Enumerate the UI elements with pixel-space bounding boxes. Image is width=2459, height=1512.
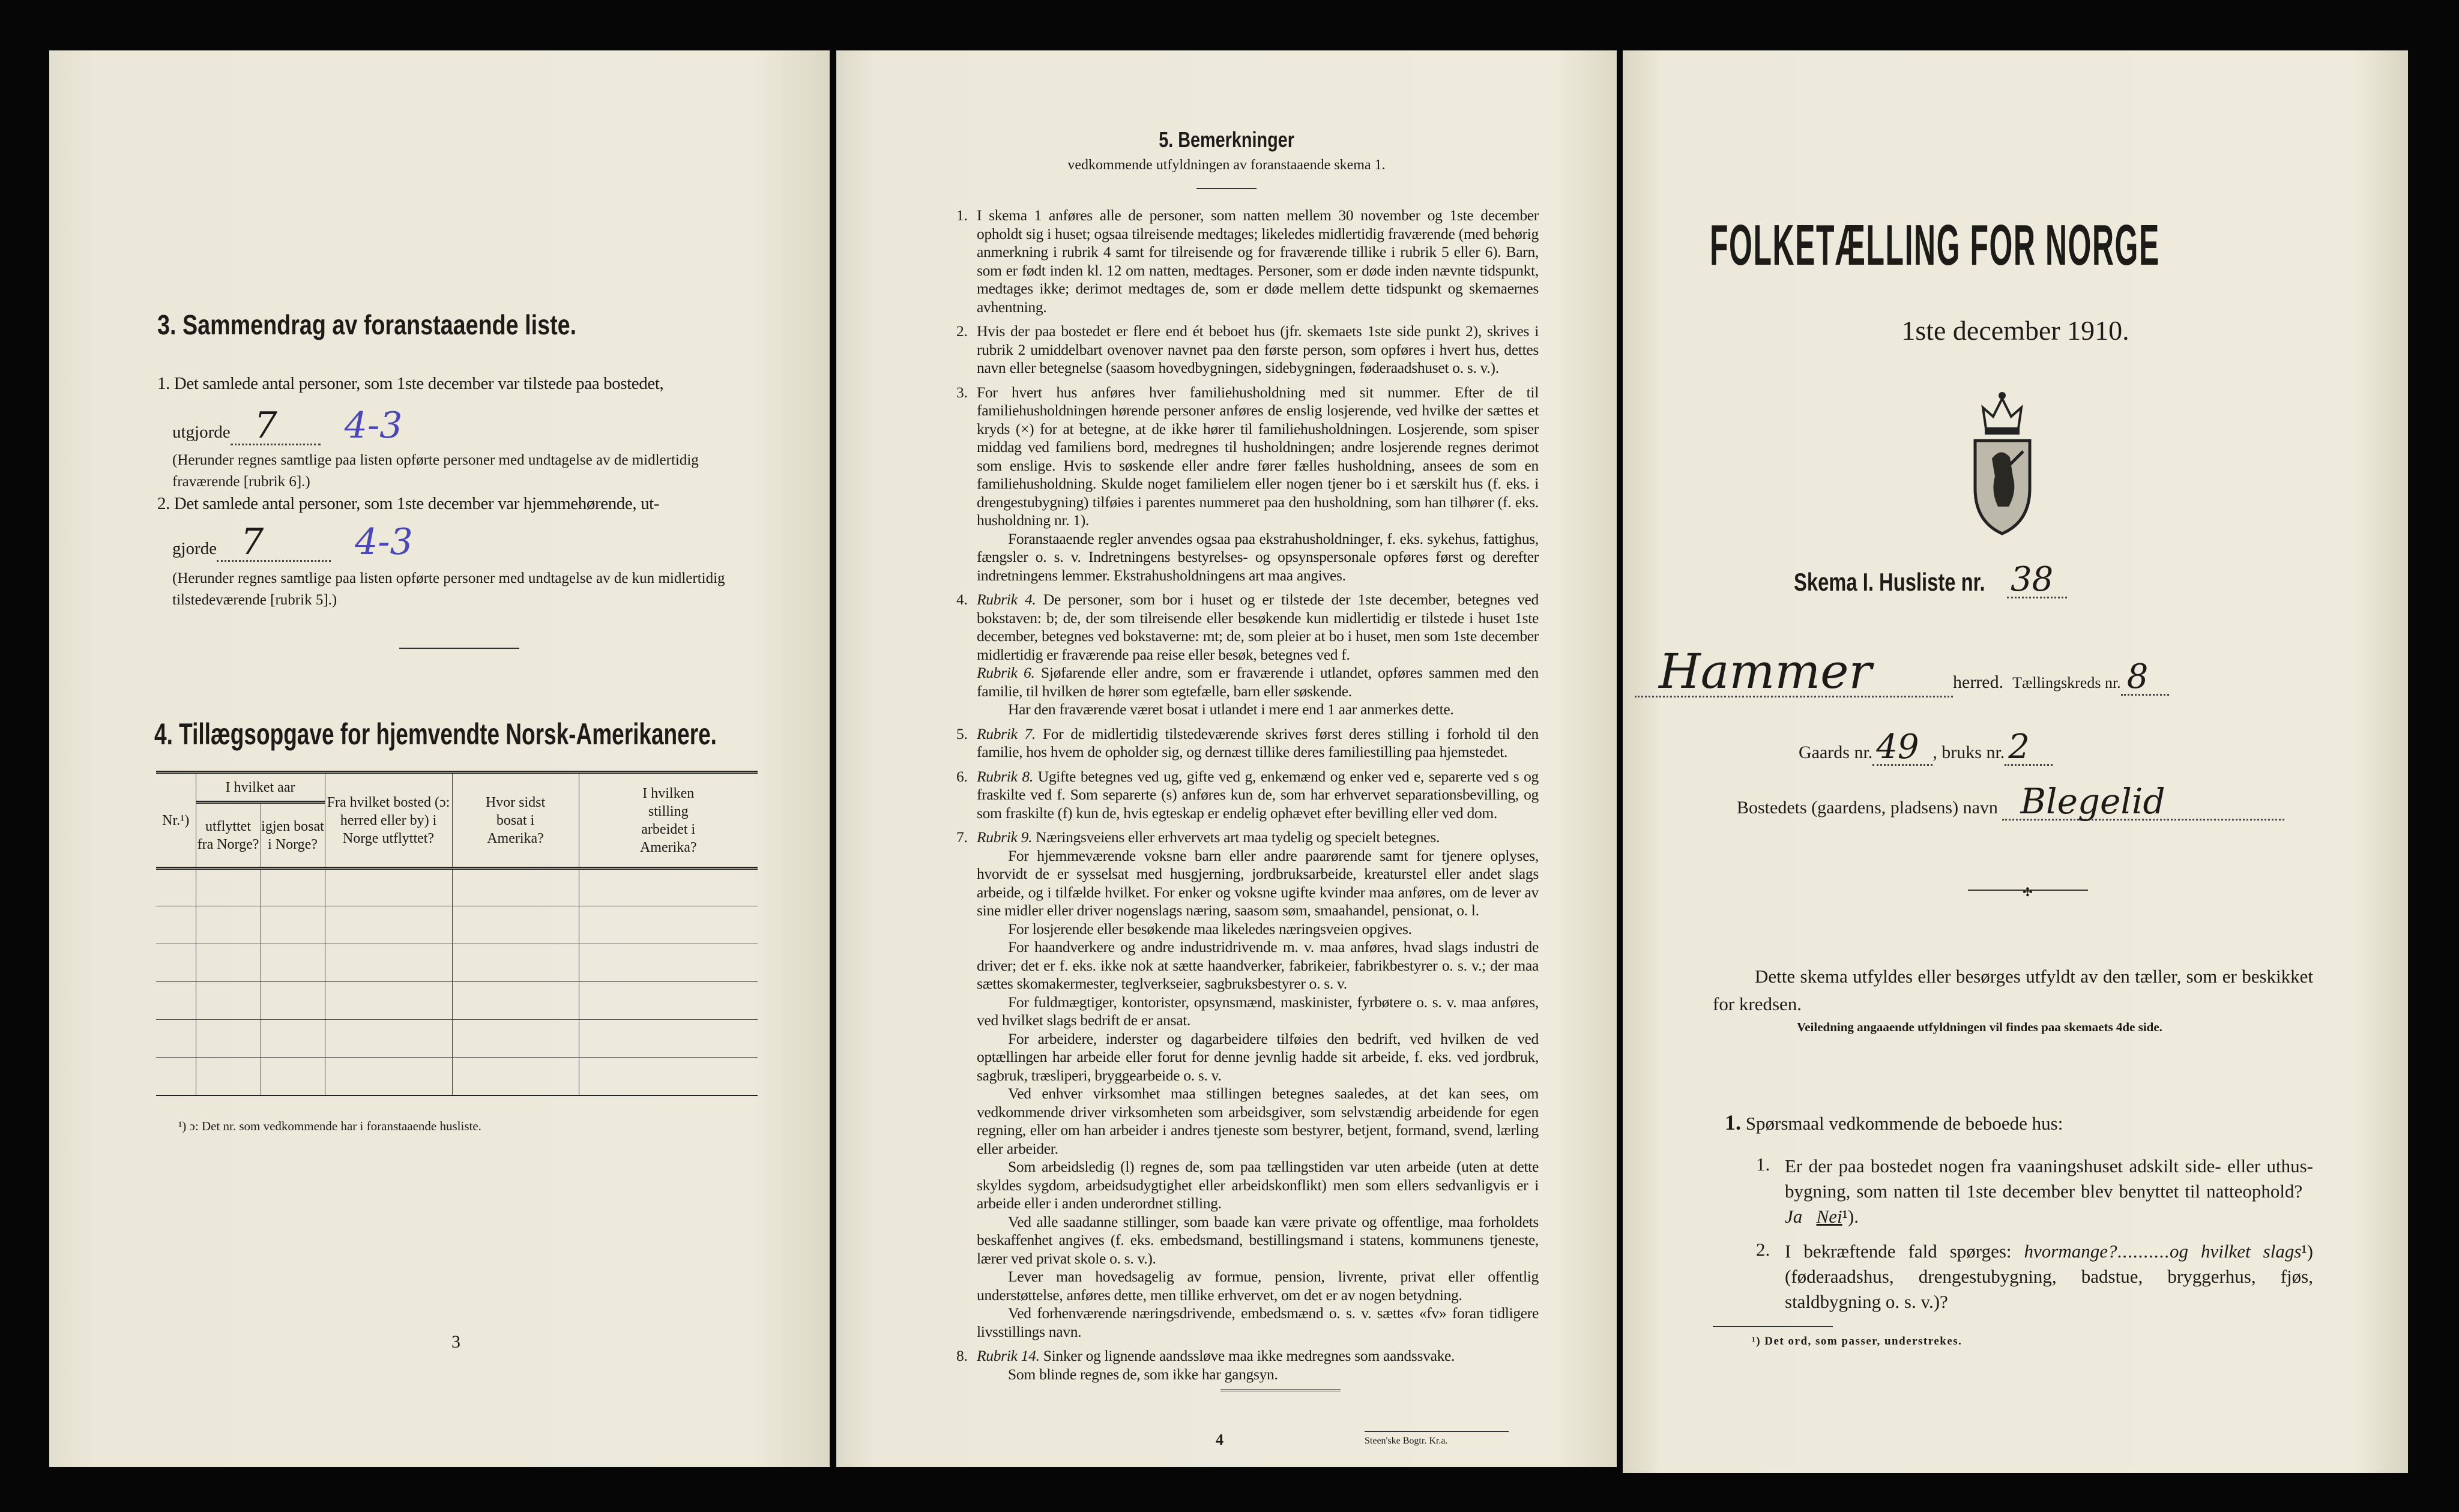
- rubrik-label: Rubrik 14.: [977, 1347, 1040, 1364]
- bosted-value[interactable]: Blegelid: [2002, 784, 2284, 821]
- table-cell[interactable]: [156, 982, 196, 1020]
- remark-text: Ugifte betegnes ved ug, gifte ved g, enkemænd og enker ved e, separerte ved s og fraskilte ved f. Som separerte (s) anføres kun de, som har erhvervet separationsbevilling, og som fraskilte (f) kun de, hvis egteskap er endelig ophævet efter bevilling eller ved dom.: [977, 767, 1539, 822]
- table-cell[interactable]: [196, 869, 261, 906]
- remark-paragraph: [977, 1158, 1539, 1213]
- census-date: 1ste december 1910.: [1901, 315, 2129, 346]
- remark-paragraph: [977, 847, 1539, 920]
- norway-coat-of-arms-icon: [1968, 387, 2037, 537]
- gaards-nr-value[interactable]: 49: [1872, 730, 1933, 766]
- remark-number: 4.: [956, 591, 968, 608]
- table-cell[interactable]: [579, 1020, 758, 1058]
- husliste-nr-value[interactable]: 38: [2007, 563, 2067, 598]
- table-cell[interactable]: [196, 906, 261, 944]
- q2-note: (Herunder regnes samtlige paa listen opførte personer med undtagelse av de kun midlertidig tilstedeværende [rubrik 5].): [172, 570, 725, 608]
- table-cell[interactable]: [325, 906, 452, 944]
- q2-answer-line: [172, 520, 413, 565]
- bruks-label: , bruks nr.: [1933, 742, 2005, 762]
- q1-number: 1.: [1756, 1154, 1770, 1175]
- census-title: [1710, 212, 2408, 279]
- table-cell[interactable]: [579, 869, 758, 906]
- page-number: 4: [1216, 1431, 1223, 1448]
- table-cell[interactable]: [325, 1058, 452, 1095]
- remark-text: For fuldmægtiger, kontorister, opsynsmænd, maskinister, fyrbøtere o. s. v. maa anføres, ved hvilket slags bedrift de er ansat.: [977, 993, 1539, 1029]
- q2-label-text: gjorde: [172, 539, 217, 558]
- divider: [1713, 1326, 1833, 1327]
- herred-kreds-line: [1635, 643, 2169, 705]
- remark-text: Næringsveiens eller erhvervets art maa tydelig og specielt betegnes.: [1036, 828, 1440, 846]
- q2-number: 2.: [1756, 1239, 1770, 1260]
- remark-paragraph: [977, 700, 1539, 719]
- remark-text: Hvis der paa bostedet er flere end ét beboet hus (jfr. skemaets 1ste side punkt 2), skrives i rubrik 2 umiddelbart ovenover navnet paa den første person, som opføres i hvert hus, dettes navn eller betegnelse (saasom hovedbygningen, sidebygningen, føderaadshuset o. s. v.).: [977, 322, 1539, 376]
- table-row: [156, 1058, 758, 1095]
- table-row: [156, 906, 758, 944]
- question-heading-text: Spørsmaal vedkommende de beboede hus:: [1745, 1113, 2063, 1134]
- remark-text: Har den fraværende været bosat i utlandet i mere end 1 aar anmerkes dette.: [1008, 700, 1454, 718]
- remark-number: 6.: [956, 767, 968, 785]
- question-heading-num: 1.: [1725, 1110, 1741, 1134]
- remark-number: 5.: [956, 724, 968, 742]
- table-cell[interactable]: [196, 982, 261, 1020]
- remark-item: [956, 828, 1539, 1341]
- section-3-title-text: 3. Sammendrag av foranstaaende liste.: [157, 309, 577, 340]
- gaards-bruks-line: [1799, 729, 2053, 777]
- table-cell[interactable]: [579, 906, 758, 944]
- remark-paragraph: [977, 768, 1539, 823]
- table-cell[interactable]: [579, 1058, 758, 1095]
- bemerkninger-subtitle: vedkommende utfyldningen av foranstaaende skema 1.: [1067, 157, 1386, 173]
- table-cell[interactable]: [261, 1058, 325, 1095]
- table-row: [156, 944, 758, 982]
- q2-lead: I bekræftende fald spørges:: [1785, 1241, 2012, 1262]
- remark-paragraph: [977, 1268, 1539, 1304]
- remark-text: Sjøfarende eller andre, som er fraværende i utlandet, opføres sammen med den familie, til hvilken de hører som egtefælle, barn eller søskende.: [977, 664, 1539, 700]
- q2-value-ink[interactable]: 7: [217, 524, 331, 562]
- footnote: ¹) Det ord, som passer, understrekes.: [1752, 1335, 1963, 1348]
- col-igjen-bosat: igjen bosat i Norge?: [261, 803, 325, 869]
- table-cell[interactable]: [261, 1020, 325, 1058]
- remark-text: I skema 1 anføres alle de personer, som natten mellem 30 november og 1ste december opholdt sig i huset; ogsaa tilreisende medtages; likeledes midlertidig fraværende (med behørig anmerkning i rubrik 4 samt for tilreisende og for fraværende tillike i rubrik 5 eller 6). Barn, som er født inden kl. 12 om natten, medtages. Personer, som er døde inden nævnte tidspunkt, medtages ikke; derimot medtages de, som er døde mellem dette tidspunkt og skemaernes avhentning.: [977, 206, 1539, 316]
- remark-paragraph: [977, 1213, 1539, 1268]
- q1-value-ink[interactable]: 7: [231, 408, 321, 445]
- remark-number: 7.: [956, 828, 968, 846]
- table-footnote: ¹) ɔ: Det nr. som vedkommende har i foranstaaende husliste.: [178, 1119, 481, 1133]
- norsk-amerikanere-table: [156, 771, 758, 1096]
- remark-text: Ved forhenværende næringsdrivende, embedsmænd o. s. v. sættes «fv» foran tidligere livsstillings navn.: [977, 1304, 1539, 1340]
- table-cell[interactable]: [196, 1020, 261, 1058]
- table-cell[interactable]: [261, 869, 325, 906]
- bemerkninger-title: [836, 127, 1617, 152]
- remark-paragraph: [977, 206, 1539, 316]
- table-cell[interactable]: [156, 869, 196, 906]
- remark-paragraph: [977, 322, 1539, 378]
- remark-text: For hjemmeværende voksne barn eller andre paarørende samt for tjenere oplyses, hvorvidt de er sysselsat med husgjerning, jordbruksarbeide, kreaturstel eller andet slags arbeide, og i tilfælde hvilket. For enker og voksne ugifte kvinder maa anføres, om de lever av sine midler eller driver nogenslags næring, saasom søm, smaahandel, pensionat, o. l.: [977, 846, 1539, 919]
- q1-question: Er der paa bostedet nogen fra vaaningshuset adskilt side- eller uthus-bygning, som natten til 1ste december blev benyttet til natteophold?: [1785, 1155, 2313, 1202]
- table-cell[interactable]: [261, 982, 325, 1020]
- skema-label: Skema I. Husliste nr.: [1794, 568, 1985, 596]
- question-heading: [1725, 1110, 2063, 1135]
- table-row: [156, 869, 758, 906]
- remark-number: 2.: [956, 322, 968, 340]
- rubrik-label: Rubrik 7.: [977, 724, 1036, 742]
- table-cell[interactable]: [452, 944, 579, 982]
- bosted-line: [1737, 781, 2284, 832]
- page-number: 3: [451, 1332, 460, 1352]
- remark-text: Foranstaaende regler anvendes ogsaa paa ekstrahusholdninger, f. eks. sykehus, fattighus, fængsler o. s. v. Indretningens bestyrelses- og opsynspersonale opføres først og derefter indretningens lemmer. Ekstrahusholdningens art maa angives.: [977, 529, 1539, 584]
- table-cell[interactable]: [452, 1020, 579, 1058]
- q2-text: 2. Det samlede antal personer, som 1ste december var hjemmehørende, ut-: [157, 494, 660, 513]
- remark-paragraph: [977, 530, 1539, 585]
- remark-text: For hvert hus anføres hver familiehusholdning med sit nummer. Efter de til familiehusholdningen hørende personer anføres de enslig losjerende, ved hvilke der sættes et kryds (×) for at betegne, at de ikke hører til familiehusholdningen. Losjerende, som spiser middag ved familiens bord, medregnes til husholdningen; andre losjerende regnes derimot som enslige. Hvis to søskende eller andre fører fælles husholdning, ansees de som en familiehusholdning. Skulde noget familielem eller nogen tjener bo i et særskilt hus (f. eks. i drengestubygning) tilføies i parentes nummeret paa den husholdning, som han tilhører (f. eks. husholdning nr. 1).: [977, 383, 1539, 529]
- section-4-title: [154, 717, 830, 751]
- q1-note: (Herunder regnes samtlige paa listen opførte personer med undtagelse av de midlertidig fraværende [rubrik 6].): [172, 452, 699, 490]
- table-cell[interactable]: [156, 1020, 196, 1058]
- table-cell[interactable]: [325, 869, 452, 906]
- section-3-title: [157, 309, 668, 341]
- q1-ja-option[interactable]: Ja: [1785, 1206, 1803, 1227]
- rubrik-label: Rubrik 6.: [977, 664, 1035, 681]
- remark-text: Sinker og lignende aandssløve maa ikke medregnes som aandssvake.: [1043, 1347, 1455, 1364]
- remark-number: 8.: [956, 1347, 968, 1364]
- census-title-text: FOLKETÆLLING FOR NORGE: [1710, 213, 2160, 277]
- col-stilling: I hvilken stilling arbeidet i Amerika?: [639, 785, 697, 855]
- q1-nei-option[interactable]: Nei: [1816, 1206, 1842, 1227]
- col-nr: Nr.¹): [156, 773, 196, 869]
- remark-item: [956, 1347, 1539, 1384]
- table-cell[interactable]: [196, 944, 261, 982]
- bosted-label: Bostedets (gaardens, pladsens) navn: [1737, 798, 1998, 818]
- remark-text: Ved alle saadanne stillinger, som baade kan være private og offentlige, maa forholdets beskaffenhet angives (f. eks. embedsmand, bestillingsmand i statens, kommunens tjeneste, lærer ved privat skole o. s. v.).: [977, 1212, 1539, 1267]
- remark-text: Ved enhver virksomhet maa stillingen betegnes saaledes, at det kan sees, om vedkommende driver virksomheten som arbeidsgiver, som selvstændig arbeidende for egen regning, eller om han arbeider i andres tjeneste som bestyrer, betjent, formand, svend, lærling eller arbeider.: [977, 1085, 1539, 1157]
- remark-text: Lever man hovedsagelig av formue, pension, livrente, privat eller offentlig understøttelse, anføres dette, men tillike erhvervet, om det er av nogen betydning.: [977, 1268, 1539, 1304]
- q2-rest: ¹) (føderaadshus, drengestubygning, badstue, bryggerhus, fjøs, staldbygning o. s. v.)?: [1785, 1241, 2314, 1312]
- skema-line: [1794, 561, 2067, 604]
- remark-text: Som blinde regnes de, som ikke har gangsyn.: [1008, 1365, 1278, 1383]
- table-cell[interactable]: [156, 1058, 196, 1095]
- remark-paragraph: [977, 1085, 1539, 1158]
- q1-suffix: ¹).: [1842, 1206, 1859, 1227]
- table-cell[interactable]: [452, 1058, 579, 1095]
- remark-text: For losjerende eller besøkende maa likeledes næringsveien opgives.: [1008, 920, 1412, 938]
- remark-paragraph: [977, 664, 1539, 700]
- rubrik-label: Rubrik 8.: [977, 767, 1033, 785]
- q2-block: I bekræftende fald spørges: hvormange?..........og hvilket slags¹) (føderaadshus, drengestubygning, badstue, bryggerhus, fjøs, staldbygning o. s. v.)?: [1785, 1241, 2314, 1312]
- remark-item: [956, 322, 1539, 378]
- remark-paragraph: [977, 938, 1539, 993]
- table-row: [156, 1020, 758, 1058]
- remark-paragraph: [977, 1304, 1539, 1341]
- q1-label-text: utgjorde: [172, 423, 231, 442]
- remark-item: [956, 591, 1539, 719]
- table-cell[interactable]: [325, 1020, 452, 1058]
- remark-paragraph: [977, 384, 1539, 530]
- remark-paragraph: [977, 1366, 1539, 1384]
- kreds-nr-value[interactable]: 8: [2121, 660, 2169, 696]
- herred-label: herred.: [1953, 672, 2004, 692]
- table-row: [156, 982, 758, 1020]
- q2-hvormange: hvormange?: [2024, 1241, 2117, 1262]
- table-cell[interactable]: [579, 982, 758, 1020]
- table-cell[interactable]: [579, 944, 758, 982]
- bemerkninger-list: [956, 206, 1539, 1390]
- bruks-nr-value[interactable]: 2: [2005, 730, 2053, 766]
- remark-text: For haandverkere og andre industridrivende m. v. maa anføres, hvad slags industri de driver; det er f. eks. ikke nok at sætte haandverker, fabrikeier, fabrikbestyrer o. s. v.; der maa sættes skomakermester, teglverkseier, sagbruksbestyrer o. s. v.: [977, 938, 1539, 992]
- remark-number: 3.: [956, 383, 968, 401]
- remark-text: Som arbeidsledig (l) regnes de, som paa tællingstiden var uten arbeide (uten at dette skyldes sygdom, arbeidsudygtighet eller arbeidskonflikt) men som ellers sedvanligvis er i arbeide eller i anden underordnet stilling.: [977, 1158, 1539, 1212]
- ornament-icon: ✣: [2023, 886, 2033, 899]
- page-3-summary: [49, 50, 830, 1467]
- q1-text: 1. Det samlede antal personer, som 1ste december var tilstede paa bostedet,: [157, 374, 664, 393]
- table-cell[interactable]: [452, 982, 579, 1020]
- page-4-bemerkninger: [836, 50, 1617, 1467]
- divider: [399, 648, 519, 649]
- section-4-title-text: 4. Tillægsopgave for hjemvendte Norsk-Amerikanere.: [154, 717, 717, 751]
- remark-text: For arbeidere, inderster og dagarbeidere tilføies den bedrift, ved hvilken de ved optællingen har arbeide eller forut for denne jevnlig hadde sit arbeide, f. eks. ved jordbruk, sagbruk, træsliperi, bryggearbeide o. s. v.: [977, 1029, 1539, 1084]
- q1-value-pencil[interactable]: 4-3: [344, 405, 403, 447]
- table-cell[interactable]: [325, 982, 452, 1020]
- remark-item: [956, 768, 1539, 823]
- remark-item: [956, 384, 1539, 585]
- col-fra-bosted: Fra hvilket bosted (ɔ: herred eller by) i Norge utflyttet?: [325, 773, 452, 869]
- remark-text: For de midlertidig tilstedeværende skrives først deres stilling i forhold til den familie, hos hvem de opholder sig, og dernæst tillike deres familiestilling paa hjemstedet.: [977, 724, 1539, 761]
- herred-value[interactable]: Hammer: [1635, 648, 1953, 697]
- table-cell[interactable]: [196, 1058, 261, 1095]
- q2-value-pencil[interactable]: 4-3: [355, 521, 413, 563]
- q1-block: [1785, 1154, 2313, 1229]
- table-cell[interactable]: [325, 944, 452, 982]
- intro-text: Dette skema utfyldes eller besørges utfyldt av den tæller, som er beskikket for kredsen.: [1713, 966, 2313, 1014]
- bemerkninger-title-text: 5. Bemerkninger: [1159, 127, 1294, 152]
- remark-paragraph: [977, 1347, 1539, 1366]
- col-utflyttet: utflyttet fra Norge?: [196, 803, 261, 869]
- divider: [1196, 188, 1257, 189]
- remark-paragraph: [977, 920, 1539, 939]
- table-cell[interactable]: [261, 906, 325, 944]
- remark-item: [956, 725, 1539, 762]
- remark-paragraph: [977, 591, 1539, 664]
- col-group-year: I hvilket aar: [196, 773, 325, 803]
- q2-hvilket: og hvilket slags: [2170, 1241, 2302, 1262]
- table-cell[interactable]: [261, 944, 325, 982]
- remark-paragraph: [977, 828, 1539, 847]
- remark-text: De personer, som bor i huset og er tilstede der 1ste december, betegnes ved bokstaven: b; de, der som tilreisende eller besøkende kun midlertidig er tilstede i huset 1ste december, betegnes ved bokstaverne: mt; de, som pleier at bo i huset, men som 1ste december midlertidig er fraværende paa reise eller besøk, betegnes ved f.: [977, 591, 1539, 663]
- printer-imprint: Steen'ske Bogtr. Kr.a.: [1365, 1431, 1509, 1447]
- table-cell[interactable]: [156, 944, 196, 982]
- rubrik-label: Rubrik 4.: [977, 591, 1036, 608]
- rubrik-label: Rubrik 9.: [977, 828, 1033, 846]
- table-cell[interactable]: [156, 906, 196, 944]
- remark-paragraph: [977, 1030, 1539, 1085]
- q1-answer-line: [172, 403, 402, 448]
- remark-number: 1.: [956, 206, 968, 224]
- remark-paragraph: [977, 993, 1539, 1030]
- table-cell[interactable]: [452, 906, 579, 944]
- kreds-label: Tællingskreds nr.: [2012, 674, 2121, 691]
- gaards-label: Gaards nr.: [1799, 742, 1873, 762]
- col-hvor-bosat: Hvor sidst bosat i Amerika?: [452, 773, 579, 869]
- remark-item: [956, 206, 1539, 316]
- remark-paragraph: [977, 725, 1539, 762]
- table-cell[interactable]: [452, 869, 579, 906]
- guidance-text: Veiledning angaaende utfyldningen vil findes paa skemaets 4de side.: [1797, 1020, 2162, 1034]
- page-1-cover: [1623, 50, 2408, 1473]
- divider: [1220, 1389, 1341, 1391]
